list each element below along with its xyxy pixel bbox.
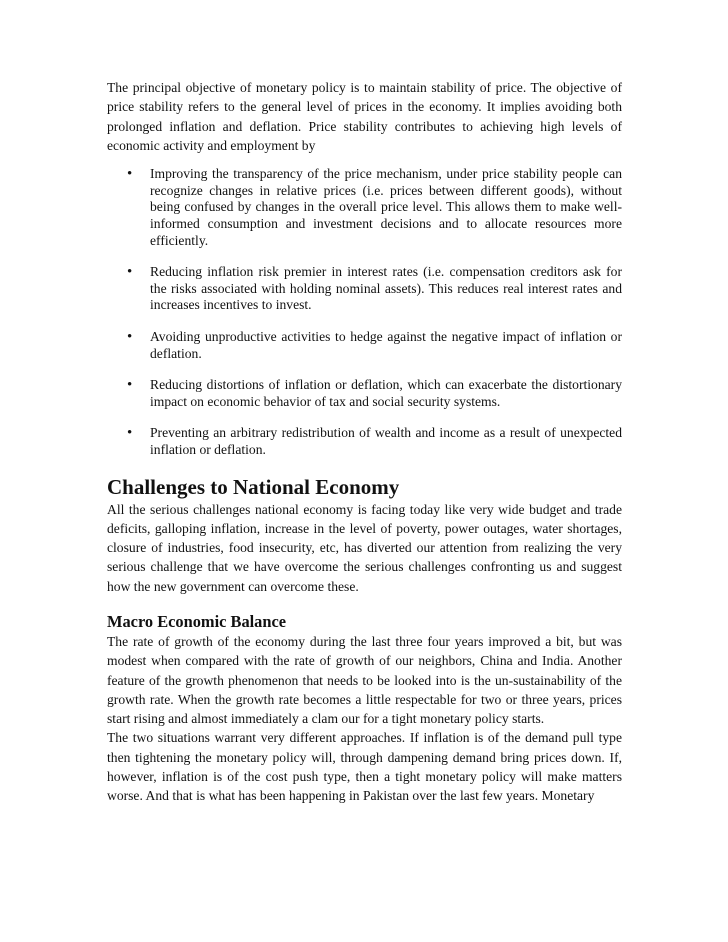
- section-paragraph: All the serious challenges national economy is facing today like very wide budget and trade deficits, galloping inflation, increase in the level of poverty, power outages, water shortages, closure of industries, food insecurity, etc, has diverted our attention from realizing the very serious challenge that we have overcome the serious challenges confronting us and suggest how the new government can overcome these.: [107, 501, 622, 594]
- list-item-text: Avoiding unproductive activities to hedge against the negative impact of inflation or deflation.: [150, 328, 622, 361]
- list-item: [107, 166, 622, 249]
- subsection-paragraph-2: The two situations warrant very different approaches. If inflation is of the demand pull type then tightening the monetary policy will, through dampening demand bring prices down. If, however, inflation is of the cost push type, then a tight monetary policy will make matters worse. And that is what has been happening in Pakistan over the last few years. Monetary: [107, 730, 622, 804]
- section-heading: Challenges to National Economy: [107, 474, 400, 499]
- subsection-paragraph-1: The rate of growth of the economy during the last three four years improved a bit, but was modest when compared with the rate of growth of our neighbors, China and India. Another feature of the growth phenomenon that needs to be looked into is the un-sustainability of the growth rate. When the growth rate becomes a little respectable for two or three years, prices start rising and almost immediately a clam our for a tight monetary policy starts.: [107, 633, 622, 727]
- list-item-text: Reducing inflation risk premier in interest rates (i.e. compensation creditors ask for the risks associated with holding nominal assets). This reduces real interest rates and increases incentives to invest.: [150, 264, 622, 313]
- list-item: [107, 264, 622, 314]
- list-item-text: Improving the transparency of the price mechanism, under price stability people can recognize changes in relative prices (i.e. prices between different goods), without being confused by changes in the overall price level. This allows them to make well-informed consumption and investment decisions and to allocate resources more efficiently.: [150, 166, 622, 248]
- document-page: [107, 78, 622, 806]
- bullet-icon: •: [127, 264, 133, 281]
- subsection-heading: Macro Economic Balance: [107, 611, 287, 631]
- bullet-icon: •: [127, 377, 133, 394]
- list-item-text: Reducing distortions of inflation or deflation, which can exacerbate the distortionary impact on economic behavior of tax and social security systems.: [150, 377, 622, 409]
- list-item-text: Preventing an arbitrary redistribution of wealth and income as a result of unexpected inflation or deflation.: [150, 425, 622, 457]
- list-item: [107, 425, 622, 458]
- bullet-icon: •: [127, 166, 133, 183]
- list-item: [107, 329, 622, 362]
- intro-paragraph: The principal objective of monetary policy is to maintain stability of price. The objective of price stability refers to the general level of prices in the economy. It implies avoiding both prolonged inflation and deflation. Price stability contributes to achieving high levels of economic activity and employment by: [107, 80, 622, 153]
- bullet-icon: •: [127, 328, 133, 345]
- list-item: [107, 377, 622, 410]
- benefits-list: [107, 166, 622, 458]
- bullet-icon: •: [127, 425, 133, 442]
